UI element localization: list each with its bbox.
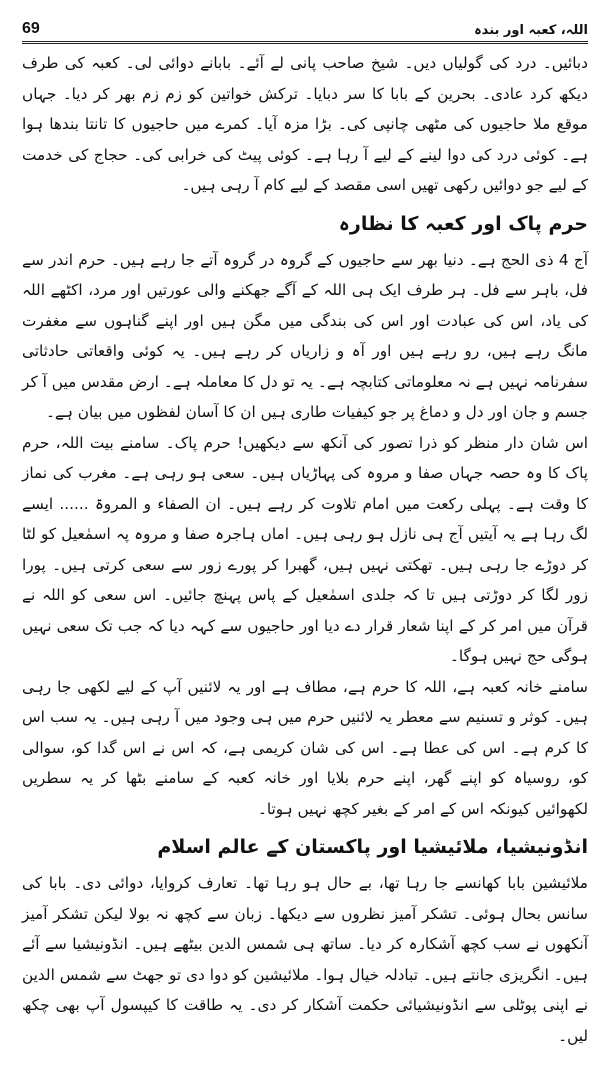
page-header (22, 4, 588, 44)
paragraph-haram-3: سامنے خانہ کعبہ ہے، اللہ کا حرم ہے، مطاف ہے اور یہ لائنیں آپ کے لیے لکھی جا رہی ہیں۔ کوثر و تسنیم سے معطر یہ لائنیں حرم میں ہی وجود میں آ رہی ہیں۔ یہ سب اس کا کرم ہے۔ اس کی عطا ہے۔ اس کی شان کریمی ہے، کہ اس نے اس گدا کو، سوالی کو، روسیاہ کو اپنے گھر، اپنے حرم بلایا اور خانہ کعبہ کے سامنے بٹھا کر یہ سطریں لکھوائیں کیونکہ اس کے امر کے بغیر کچھ نہیں ہوتا۔ (22, 677, 588, 818)
running-title: اللہ، کعبہ اور بندہ (474, 23, 588, 38)
section-heading-haram: حرم پاک اور کعبہ کا نظارہ (338, 212, 588, 235)
page-body (22, 48, 588, 1051)
paragraph-haram-1: آج 4 ذی الحج ہے۔ دنیا بھر سے حاجیوں کے گروہ در گروہ آتے جا رہے ہیں۔ حرم اندر سے فل، باہر سے فل۔ ہر طرف ایک ہی اللہ کے آگے جھکنے والی عورتیں اور مرد، اکٹھے اللہ کی یاد، اس کی عبادت اور اس کی بندگی میں مگن ہیں اور اپنے گناہوں سے مغفرت مانگ رہے ہیں، رو رہے ہیں اور آہ و زاریاں کر رہے ہیں۔ یہ کوئی واقعاتی حادثاتی سفرنامہ نہیں ہے نہ معلوماتی کتابچہ ہے۔ یہ تو دل کا معاملہ ہے۔ ارض مقدس میں آ کر جسم و جان اور دل و دماغ پر جو کیفیات طاری ہیں ان کا آسان لفظوں میں بیان ہے۔ (22, 250, 588, 421)
paragraph-opening: دبائیں۔ درد کی گولیاں دیں۔ شیخ صاحب پانی لے آئے۔ بابانے دوائی لی۔ کعبہ کی طرف دیکھ کرد عادی۔ بحرین کے بابا کا سر دبایا۔ ترکش خواتین کو زم زم بھر کر دیا۔ جہاں موقع ملا حاجیوں کی مٹھی چانپی کی۔ بڑا مزہ آیا۔ کمرے میں حاجیوں کا تانتا بندھا ہوا ہے۔ کوئی درد کی دوا لینے کے لیے آ رہا ہے۔ کوئی پیٹ کی خرابی کی۔ حجاج کی خدمت کے لیے جو دوائیں رکھی تھیں اسی مقصد کے لیے کام آ رہی ہیں۔ (22, 54, 588, 194)
book-page (0, 4, 610, 1067)
section-heading-muslim-world: انڈونیشیا، ملائیشیا اور پاکستان کے عالم اسلام (157, 836, 588, 858)
page-number: 69 (22, 20, 40, 37)
paragraph-muslim-world: ملائیشین بابا کھانسے جا رہا تھا، بے حال ہو رہا تھا۔ تعارف کروایا، دوائی دی۔ بابا کی سانس بحال ہوئی۔ تشکر آمیز نظروں سے دیکھا۔ زبان سے کچھ نہ بولا لیکن تشکر آمیز آنکھوں نے سب کچھ آشکارہ کر دیا۔ ساتھ ہی شمس الدین بیٹھے ہیں۔ انڈونیشیا سے آئے ہیں۔ انگریزی جانتے ہیں۔ تبادلہ خیال ہوا۔ ملائیشین کو دوا دی تو جھٹ سے شمس الدین نے اپنی پوٹلی سے انڈونیشیائی حکمت آشکار کر دی۔ یہ طاقت کا کیپسول آپ بھی چکھ لیں۔ (22, 874, 588, 1045)
paragraph-haram-2: اس شان دار منظر کو ذرا تصور کی آنکھ سے دیکھیں! حرم پاک۔ سامنے بیت اللہ، حرم پاک کا وہ حصہ جہاں صفا و مروہ کی پہاڑیاں ہیں۔ سعی ہو رہی ہے۔ مغرب کی نماز کا وقت ہے۔ پہلی رکعت میں امام تلاوت کر رہے ہیں۔ ان الصفاء و المروۃ ...... ایسے لگ رہا ہے یہ آیتیں آج ہی نازل ہو رہی ہیں۔ اماں ہاجرہ صفا و مروہ پہ اسمٰعیل کو لٹا کر دوڑے جا رہی ہیں۔ تھکتی نہیں ہیں، گھبرا کر پورے زور سے سعی کرتی ہیں۔ پورا زور لگا کر دوڑتی ہیں تا کہ جلدی اسمٰعیل کے پاس پہنچ جائیں۔ اس سعی کو اللہ نے قرآن میں امر کر کے اپنا شعار قرار دے دیا اور حاجیوں سے کہہ دیا کہ جب تک سعی نہیں ہوگی حج نہیں ہوگا۔ (22, 433, 588, 665)
